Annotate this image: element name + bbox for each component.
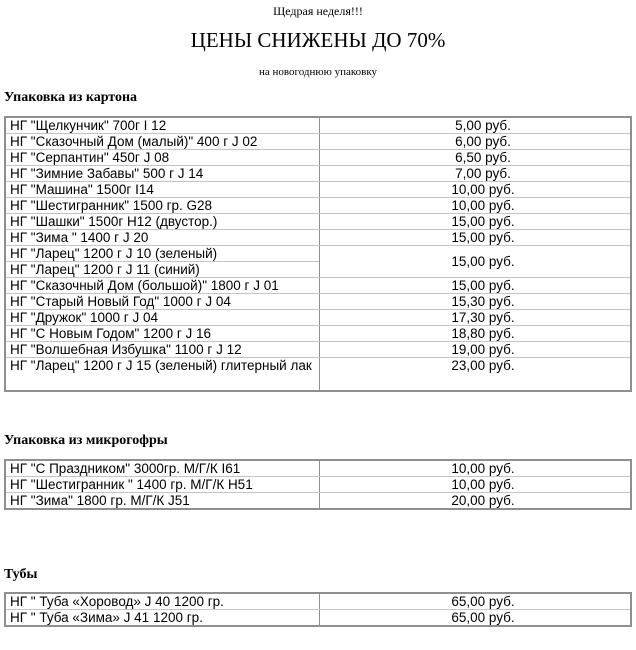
product-price: 5,00 руб. xyxy=(320,117,632,134)
product-name: НГ "С Праздником" 3000гр. М/Г/К I61 xyxy=(10,461,241,476)
product-name: НГ " Туба «Хоровод» J 40 1200 гр. xyxy=(10,594,224,609)
page-headline: ЦЕНЫ СНИЖЕНЫ ДО 70% xyxy=(190,28,446,52)
table-row xyxy=(5,326,631,342)
product-name-cell xyxy=(5,230,320,246)
product-price: 6,50 руб. xyxy=(320,150,632,166)
product-name-cell xyxy=(5,477,320,493)
product-price: 10,00 руб. xyxy=(320,198,632,214)
table-row xyxy=(5,214,631,230)
table-row xyxy=(5,150,631,166)
product-name-cell xyxy=(5,294,320,310)
product-price: 10,00 руб. xyxy=(320,460,632,477)
section-title-microcorrugated: Упаковка из микрогофры xyxy=(4,433,168,448)
price-table-cardboard xyxy=(4,116,632,392)
section-title-tubes: Тубы xyxy=(4,567,38,582)
section-title-cardboard: Упаковка из картона xyxy=(4,90,138,105)
product-name-cell xyxy=(5,493,320,510)
table-row xyxy=(5,182,631,198)
product-name: НГ "Ларец" 1200 г J 15 (зеленый) глитерный лак xyxy=(10,358,312,373)
product-name: НГ "Шашки" 1500г H12 (двустор.) xyxy=(10,214,218,229)
product-name-cell xyxy=(5,150,320,166)
table-row xyxy=(5,117,631,134)
table-row xyxy=(5,460,631,477)
product-name-cell xyxy=(5,117,320,134)
product-name-cell xyxy=(5,610,320,627)
product-price: 15,00 руб. xyxy=(320,246,632,278)
product-name: НГ "Зимние Забавы" 500 г J 14 xyxy=(10,166,204,181)
promo-week-label: Щедрая неделя!!! xyxy=(273,4,363,18)
product-name-cell xyxy=(5,166,320,182)
product-name: НГ "Волшебная Избушка" 1100 г J 12 xyxy=(10,342,242,357)
product-price: 65,00 руб. xyxy=(320,593,632,610)
product-price: 19,00 руб. xyxy=(320,342,632,358)
product-name: НГ "Щелкунчик" 700г I 12 xyxy=(10,118,167,133)
product-name-cell xyxy=(5,214,320,230)
product-name-cell xyxy=(5,246,320,278)
table-row xyxy=(5,358,631,392)
table-row xyxy=(5,342,631,358)
product-name-cell xyxy=(5,134,320,150)
product-name: НГ "Машина" 1500г I14 xyxy=(10,182,154,197)
product-name-cell xyxy=(5,310,320,326)
price-table-tubes xyxy=(4,592,632,627)
promo-subline: на новогоднюю упаковку xyxy=(258,66,378,78)
product-price: 20,00 руб. xyxy=(320,493,632,510)
product-name: НГ "Сказочный Дом (малый)" 400 г J 02 xyxy=(10,134,258,149)
table-row xyxy=(5,198,631,214)
product-price: 65,00 руб. xyxy=(320,610,632,627)
product-name: НГ "Старый Новый Год" 1000 г J 04 xyxy=(10,294,231,309)
product-name: НГ "Зима" 1800 гр. М/Г/К J51 xyxy=(10,493,190,508)
product-name: НГ "Зима " 1400 г J 20 xyxy=(10,230,149,245)
product-name-cell xyxy=(5,326,320,342)
product-price: 10,00 руб. xyxy=(320,182,632,198)
product-price: 7,00 руб. xyxy=(320,166,632,182)
product-name: НГ " Туба «Зима» J 41 1200 гр. xyxy=(10,610,203,625)
product-price: 6,00 руб. xyxy=(320,134,632,150)
product-name: НГ "Ларец" 1200 г J 11 (синий) xyxy=(6,261,319,277)
product-name-cell xyxy=(5,593,320,610)
product-name: НГ "Сказочный Дом (большой)" 1800 г J 01 xyxy=(10,278,279,293)
table-row xyxy=(5,278,631,294)
product-name: НГ "Серпантин" 450г J 08 xyxy=(10,150,170,165)
product-price: 18,80 руб. xyxy=(320,326,632,342)
table-row xyxy=(5,593,631,610)
price-table-microcorrugated xyxy=(4,459,632,510)
product-price: 23,00 руб. xyxy=(320,358,632,392)
table-row xyxy=(5,230,631,246)
product-price: 17,30 руб. xyxy=(320,310,632,326)
table-row xyxy=(5,134,631,150)
table-row xyxy=(5,610,631,627)
table-row xyxy=(5,166,631,182)
product-name-cell xyxy=(5,358,320,392)
product-price: 10,00 руб. xyxy=(320,477,632,493)
product-name-cell xyxy=(5,460,320,477)
table-row xyxy=(5,310,631,326)
product-name: НГ "Дружок" 1000 г J 04 xyxy=(10,310,158,325)
product-price: 15,00 руб. xyxy=(320,230,632,246)
product-name-cell xyxy=(5,278,320,294)
product-name: НГ "Ларец" 1200 г J 10 (зеленый) xyxy=(10,246,218,261)
product-price: 15,00 руб. xyxy=(320,214,632,230)
product-name-cell xyxy=(5,198,320,214)
table-row xyxy=(5,294,631,310)
product-name: НГ "Шестигранник " 1400 гр. М/Г/К H51 xyxy=(10,477,253,492)
product-name: НГ "С Новым Годом" 1200 г J 16 xyxy=(10,326,212,341)
product-name-cell xyxy=(5,182,320,198)
product-name-cell xyxy=(5,342,320,358)
product-price: 15,00 руб. xyxy=(320,278,632,294)
product-price: 15,30 руб. xyxy=(320,294,632,310)
product-name: НГ "Шестигранник" 1500 гр. G28 xyxy=(10,198,213,213)
table-row xyxy=(5,246,631,278)
table-row xyxy=(5,477,631,493)
table-row xyxy=(5,493,631,510)
